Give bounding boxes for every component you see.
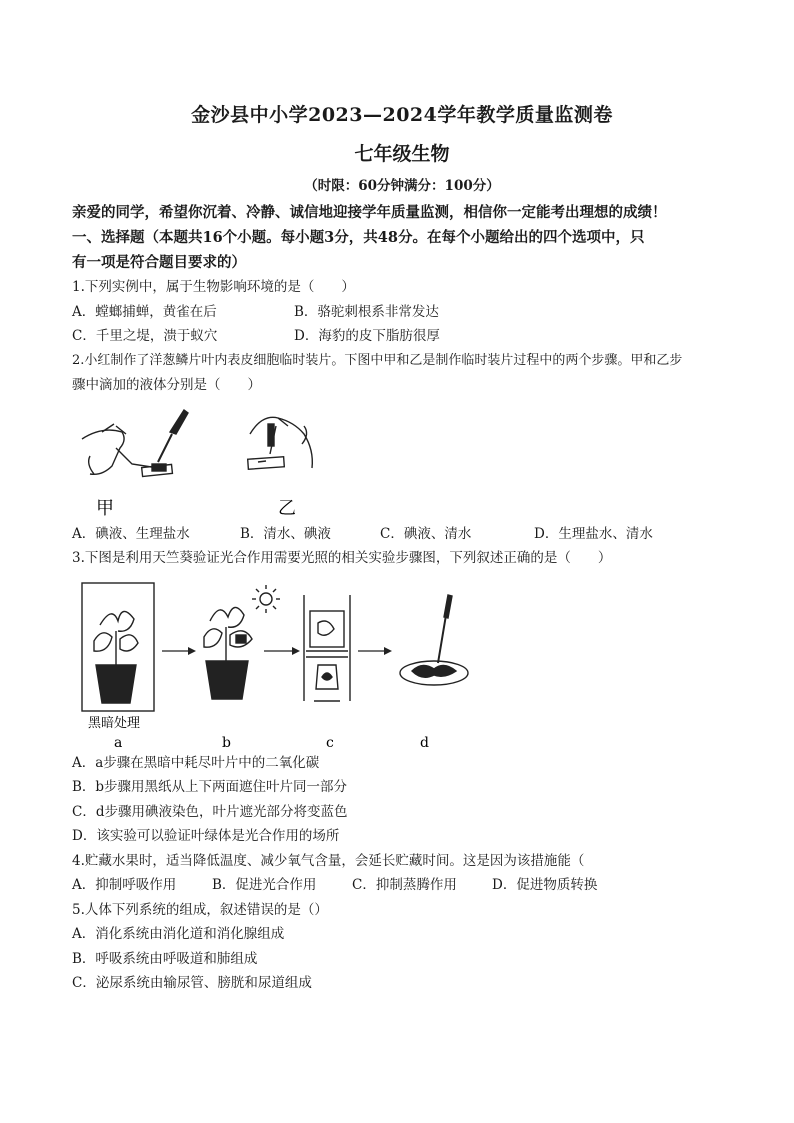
question-2-options bbox=[72, 522, 732, 547]
option-d: D．海豹的皮下脂肪很厚 bbox=[294, 328, 440, 344]
option-a: A．消化系统由消化道和消化腺组成 bbox=[72, 926, 285, 942]
step-c-water-bath bbox=[304, 595, 350, 701]
question-1-stem: 1.下列实例中，属于生物影响环境的是（ ） bbox=[72, 279, 355, 295]
question-5-stem: 5.人体下列系统的组成，叙述错误的是（） bbox=[72, 901, 328, 918]
experiment-steps-illustration bbox=[72, 581, 492, 751]
option-b: B．促进光合作用 bbox=[212, 877, 317, 893]
option-a: A．a步骤在黑暗中耗尽叶片中的二氧化碳 bbox=[72, 754, 320, 771]
question-2-stem-line1: 2.小红制作了洋葱鳞片叶内表皮细胞临时装片。下图中甲和乙是制作临时装片过程中的两个步骤。甲和乙步 bbox=[72, 352, 683, 368]
option-b: B．清水、碘液 bbox=[240, 525, 331, 542]
step-yi-drawing bbox=[248, 417, 313, 469]
question-4 bbox=[72, 849, 732, 898]
option-d: D．该实验可以验证叶绿体是光合作用的场所 bbox=[72, 828, 340, 844]
option-d: D．促进物质转换 bbox=[492, 877, 598, 893]
step-a-dark-box bbox=[82, 583, 154, 711]
step-label-b: b bbox=[222, 734, 231, 751]
option-c: C．泌尿系统由输尿管、膀胱和尿道组成 bbox=[72, 975, 312, 991]
option-a: A．抑制呼吸作用 bbox=[72, 877, 177, 893]
figure-label-jia: 甲 bbox=[96, 497, 114, 519]
dark-treatment-label: 黑暗处理 bbox=[88, 715, 141, 731]
photosynthesis-experiment-figure bbox=[72, 581, 732, 751]
option-c: C．碘液、清水 bbox=[380, 525, 472, 542]
step-d-iodine-dish bbox=[400, 595, 468, 685]
option-b: B．b步骤用黑纸从上下两面遮住叶片同一部分 bbox=[72, 779, 348, 795]
question-5 bbox=[72, 898, 732, 996]
option-b: B．骆驼刺根系非常发达 bbox=[294, 303, 439, 320]
exam-page bbox=[72, 100, 732, 996]
option-c: C．抑制蒸腾作用 bbox=[352, 877, 457, 893]
intro-text: 亲爱的同学，希望你沉着、冷静、诚信地迎接学年质量监测，相信你一定能考出理想的成绩！ bbox=[72, 204, 667, 221]
question-3 bbox=[72, 546, 732, 849]
step-b-plant-in-light bbox=[204, 585, 280, 699]
question-1 bbox=[72, 275, 732, 349]
step-label-a: a bbox=[114, 734, 123, 751]
question-2 bbox=[72, 349, 732, 547]
slide-steps-illustration bbox=[72, 404, 372, 522]
section-header-line2: 有一项是符合题目要求的） bbox=[72, 254, 246, 271]
step-label-c: c bbox=[326, 734, 334, 751]
slide-preparation-figure bbox=[72, 404, 732, 522]
option-c: C．d步骤用碘液染色，叶片遮光部分将变蓝色 bbox=[72, 803, 348, 820]
option-c: C．千里之堤，溃于蚁穴 bbox=[72, 328, 218, 344]
option-a: A．螳螂捕蝉，黄雀在后 bbox=[72, 303, 217, 320]
option-d: D．生理盐水、清水 bbox=[534, 525, 653, 542]
step-label-d: d bbox=[420, 734, 429, 751]
exam-title: 金沙县中小学2023—2024学年教学质量监测卷 bbox=[191, 104, 613, 126]
step-jia-drawing bbox=[82, 410, 188, 477]
option-b: B．呼吸系统由呼吸道和肺组成 bbox=[72, 950, 258, 967]
question-4-options bbox=[72, 873, 732, 898]
option-a: A．碘液、生理盐水 bbox=[72, 525, 190, 542]
exam-timing: （时限：60分钟满分：100分） bbox=[304, 178, 500, 194]
question-1-options-row1 bbox=[72, 300, 732, 325]
question-2-stem-line2: 骤中滴加的液体分别是（ ） bbox=[72, 377, 261, 393]
question-1-options-row2 bbox=[72, 324, 732, 349]
question-3-stem: 3.下图是利用天竺葵验证光合作用需要光照的相关实验步骤图，下列叙述正确的是（ ） bbox=[72, 550, 612, 566]
figure-label-yi: 乙 bbox=[278, 497, 296, 519]
exam-subtitle: 七年级生物 bbox=[354, 143, 450, 165]
question-4-stem: 4.贮藏水果时，适当降低温度、减少氧气含量，会延长贮藏时间。这是因为该措施能（ bbox=[72, 852, 585, 869]
section-header-line1: 一、选择题（本题共16个小题。每小题3分，共48分。在每个小题给出的四个选项中，只 bbox=[72, 229, 645, 246]
